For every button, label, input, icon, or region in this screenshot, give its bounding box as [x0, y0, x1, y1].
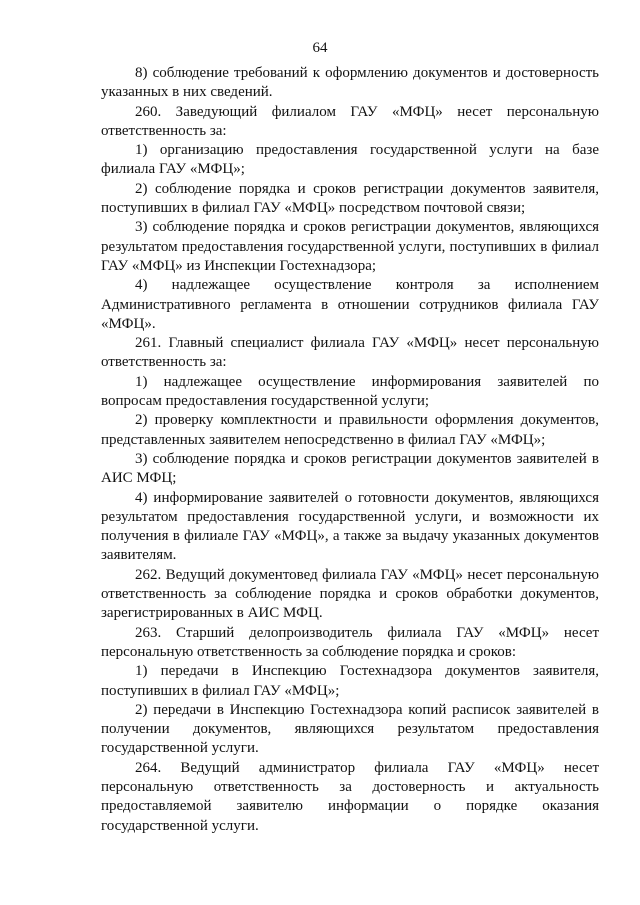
- paragraph-item-8: 8) соблюдение требований к оформлению документов и достоверность указанных в них сведений.: [101, 65, 599, 101]
- paragraph-260-item-4: 4) надлежащее осуществление контроля за исполнением Административного регламента в отношении сотрудников филиала ГАУ «МФЦ».: [101, 277, 599, 332]
- paragraph-260-item-2: 2) соблюдение порядка и сроков регистрации документов заявителя, поступивших в филиал ГАУ «МФЦ» посредством почтовой связи;: [101, 180, 599, 217]
- paragraph-263-item-1: 1) передачи в Инспекцию Гостехнадзора документов заявителя, поступивших в филиал ГАУ «МФЦ»;: [101, 663, 599, 699]
- paragraph-262: 262. Ведущий документовед филиала ГАУ «МФЦ» несет персональную ответственность за соблюдение порядка и сроков обработки документов, зарегистрированных в АИС МФЦ.: [101, 566, 599, 622]
- paragraph-261-item-3: 3) соблюдение порядка и сроков регистрации документов заявителей в АИС МФЦ;: [101, 450, 599, 487]
- document-body: [101, 64, 599, 836]
- paragraph-263-item-2: 2) передачи в Инспекцию Гостехнадзора копий расписок заявителей в получении документов, являющихся результатом предоставления государственной услуги.: [101, 701, 599, 757]
- paragraph-260-item-3: 3) соблюдение порядка и сроков регистрации документов, являющихся результатом предоставления государственной услуги, поступивших в филиал ГАУ «МФЦ» из Инспекции Гостехнадзора;: [101, 219, 599, 274]
- page-number: 64: [312, 40, 328, 56]
- paragraph-261-item-4: 4) информирование заявителей о готовности документов, являющихся результатом предоставления государственной услуги, и возможности их получения в филиале ГАУ «МФЦ», а также за выдачу указанных документов заявителям.: [101, 489, 599, 564]
- paragraph-260: 260. Заведующий филиалом ГАУ «МФЦ» несет персональную ответственность за:: [101, 103, 599, 139]
- paragraph-260-item-1: 1) организацию предоставления государственной услуги на базе филиала ГАУ «МФЦ»;: [101, 142, 599, 178]
- paragraph-261-item-1: 1) надлежащее осуществление информирования заявителей по вопросам предоставления государственной услуги;: [101, 373, 599, 410]
- paragraph-261-item-2: 2) проверку комплектности и правильности оформления документов, представленных заявителем непосредственно в филиал ГАУ «МФЦ»;: [101, 412, 599, 448]
- paragraph-264: 264. Ведущий администратор филиала ГАУ «МФЦ» несет персональную ответственность за достоверность и актуальность предоставляемой заявителю информации о порядке оказания государственной услуги.: [101, 759, 599, 834]
- paragraph-261: 261. Главный специалист филиала ГАУ «МФЦ» несет персональную ответственность за:: [101, 335, 599, 371]
- paragraph-263: 263. Старший делопроизводитель филиала ГАУ «МФЦ» несет персональную ответственность за соблюдение порядка и сроков:: [101, 624, 599, 660]
